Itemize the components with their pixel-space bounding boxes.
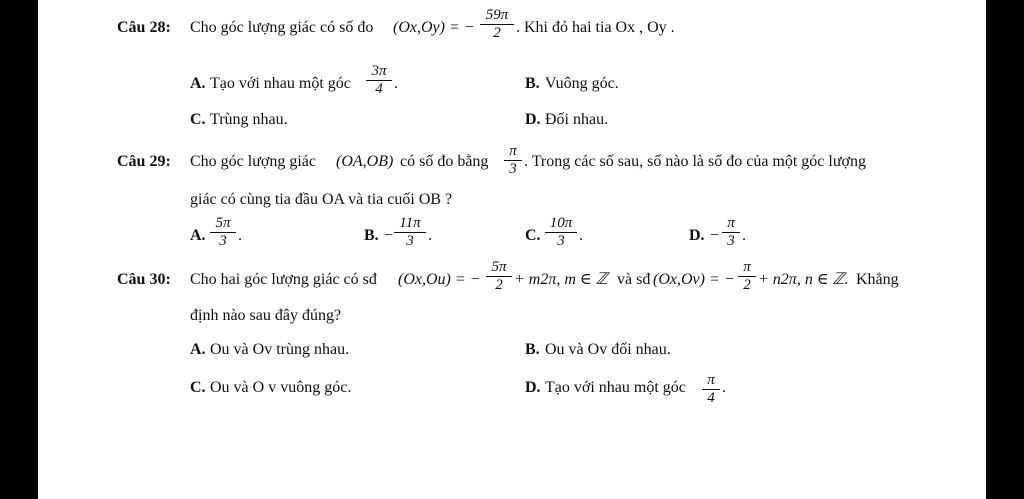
q29-option-a-num: 5π [210,215,236,233]
q30-option-b-label: B. [525,341,540,358]
q29-option-b-tail: . [428,227,432,244]
q29-option-d-sign: − [710,227,720,244]
q29-option-b-fraction [394,215,426,250]
q30-mid-text: và sđ [617,271,651,288]
q30-option-b-text: Ou và Ov đối nhau. [545,341,671,358]
q29-option-d-den: 3 [727,233,735,249]
q30-option-d-den: 4 [707,390,715,406]
q29-option-d-tail: . [742,227,746,244]
q29-option-c-tail: . [579,227,583,244]
q30-expression-2: (Ox,Ov) = − [653,271,735,288]
q29-option-b-den: 3 [406,233,414,249]
q29-option-d-num: π [722,215,740,233]
q30-fraction-1 [486,259,512,294]
q29-text-mid: có số đo bằng [400,153,489,170]
q30-expression-2-tail: + n2π, n ∈ ℤ. [758,271,849,288]
q29-fraction [504,143,522,178]
q30-option-d-fraction [702,372,720,407]
q29-option-a-label: A. [190,227,206,244]
q30-option-d-tail: . [722,379,726,396]
q29-text-after: . Trong các số sau, số nào là số đo của một góc lượng [524,153,866,170]
q28-option-b-text: Vuông góc. [545,75,619,92]
q29-option-b-num: 11π [394,215,426,233]
document-page [38,0,986,499]
q28-option-d-label: D. [525,111,541,128]
q28-option-c-text: Trùng nhau. [210,111,288,128]
q30-option-a-label: A. [190,341,206,358]
q28-label: Câu 28: [117,19,171,36]
q29-frac-den: 3 [509,161,517,177]
q29-option-d-fraction [722,215,740,250]
q28-fraction [480,7,514,42]
q30-option-d-label: D. [525,379,541,396]
q29-expression: (OA,OB) [336,153,394,170]
q28-option-a-tail: . [394,75,398,92]
q29-line2: giác có cùng tia đầu OA và tia cuối OB ? [190,191,453,208]
q30-f1-den: 2 [495,277,503,293]
q30-f2-num: π [738,259,756,277]
q30-option-a-text: Ou và Ov trùng nhau. [210,341,350,358]
q29-option-a-fraction [210,215,236,250]
q29-label: Câu 29: [117,153,171,170]
q29-option-c-fraction [545,215,577,250]
q28-expression: (Ox,Oy) = − [393,19,475,36]
q30-option-d-num: π [702,372,720,390]
q28-text-after: . Khi đó hai tia Ox , Oy . [516,19,675,36]
q30-expression-1-tail: + m2π, m ∈ ℤ [514,271,608,288]
q29-option-c-label: C. [525,227,541,244]
q30-f1-num: 5π [486,259,512,277]
q30-expression-1: (Ox,Ou) = − [398,271,481,288]
q28-option-a-fraction [366,63,392,98]
q30-option-c-text: Ou và O v vuông góc. [210,379,352,396]
q30-f2-den: 2 [743,277,751,293]
q29-text: Cho góc lượng giác [190,153,316,170]
q30-text: Cho hai góc lượng giác có sđ [190,271,377,288]
q30-label: Câu 30: [117,271,171,288]
q29-option-c-num: 10π [545,215,577,233]
q29-option-d-label: D. [689,227,705,244]
q29-option-a-tail: . [238,227,242,244]
q29-option-b-label: B. [364,227,379,244]
q29-option-c-den: 3 [557,233,565,249]
q28-option-a-num: 3π [366,63,392,81]
q30-fraction-2 [738,259,756,294]
q28-option-a-den: 4 [375,81,383,97]
q30-text-after: Khẳng [856,271,899,288]
q28-frac-den: 2 [493,25,501,41]
q28-option-d-text: Đối nhau. [545,111,609,128]
q28-option-a-label: A. [190,75,206,92]
q28-option-c-label: C. [190,111,206,128]
q29-option-b-sign: − [384,227,394,244]
q29-frac-num: π [504,143,522,161]
q28-text: Cho góc lượng giác có số đo [190,19,374,36]
q30-line2: định nào sau đây đúng? [190,307,342,324]
q28-option-b-label: B. [525,75,540,92]
q30-option-d-text: Tạo với nhau một góc [545,379,686,396]
q30-option-c-label: C. [190,379,206,396]
q28-option-a-text: Tạo với nhau một góc [210,75,351,92]
q28-frac-num: 59π [480,7,514,25]
q29-option-a-den: 3 [219,233,227,249]
